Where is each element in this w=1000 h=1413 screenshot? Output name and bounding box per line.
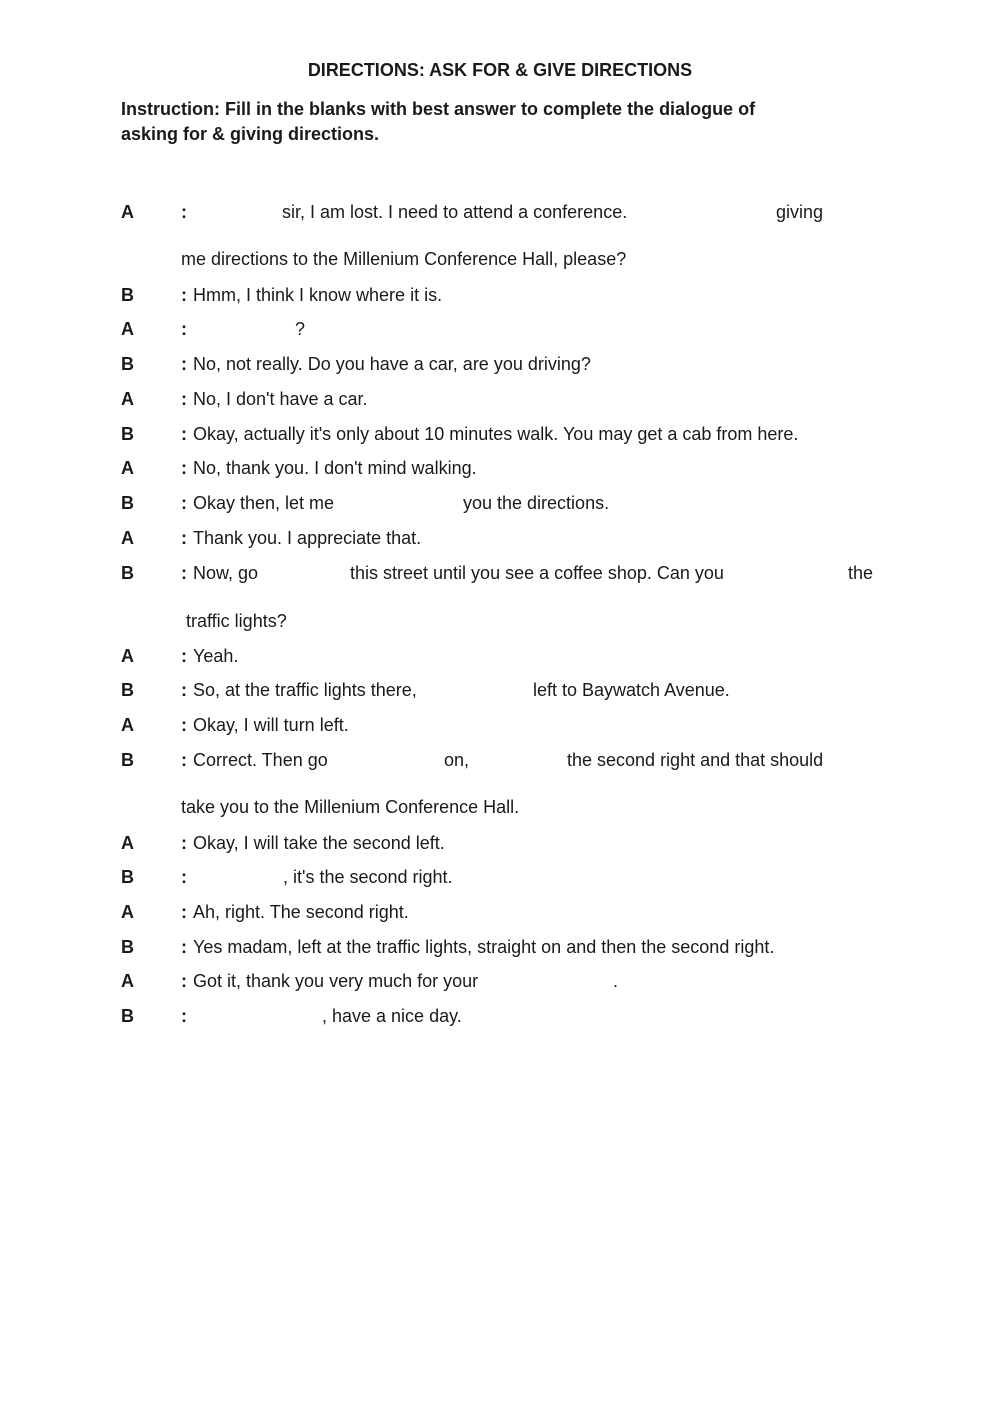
dialogue-text: giving bbox=[776, 202, 824, 222]
speaker-colon: : bbox=[181, 902, 187, 922]
speaker-label: B bbox=[121, 354, 134, 374]
dialogue-text: Okay, I will take the second left. bbox=[193, 833, 445, 853]
speaker-label: B bbox=[121, 424, 134, 444]
dialogue-continuation: take you to the Millenium Conference Hall. bbox=[181, 797, 520, 817]
dialogue-text: Ah, right. The second right. bbox=[193, 902, 409, 922]
blank-5-input[interactable] bbox=[272, 560, 350, 586]
worksheet-title: DIRECTIONS: ASK FOR & GIVE DIRECTIONS bbox=[307, 60, 693, 80]
speaker-colon: : bbox=[181, 833, 187, 853]
speaker-colon: : bbox=[181, 528, 187, 548]
speaker-colon: : bbox=[181, 680, 187, 700]
speaker-label: A bbox=[121, 971, 134, 991]
dialogue-text: Hmm, I think I know where it is. bbox=[193, 285, 443, 305]
speaker-colon: : bbox=[181, 971, 187, 991]
speaker-colon: : bbox=[181, 319, 187, 339]
speaker-colon: : bbox=[181, 389, 187, 409]
blank-9-input[interactable] bbox=[478, 747, 568, 773]
speaker-colon: : bbox=[181, 458, 187, 478]
speaker-label: A bbox=[121, 902, 134, 922]
speaker-colon: : bbox=[181, 867, 187, 887]
dialogue-text: sir, I am lost. I need to attend a conference. bbox=[282, 202, 628, 222]
speaker-label: B bbox=[121, 937, 134, 957]
dialogue-text: Yes madam, left at the traffic lights, straight on and then the second right. bbox=[193, 937, 775, 957]
dialogue-text: the second right and that should bbox=[567, 750, 824, 770]
speaker-colon: : bbox=[181, 563, 187, 583]
speaker-label: B bbox=[121, 493, 134, 513]
dialogue-continuation: me directions to the Millenium Conference Hall, please? bbox=[181, 249, 627, 269]
blank-12-input[interactable] bbox=[192, 1003, 322, 1029]
dialogue-text: the bbox=[848, 563, 874, 583]
dialogue-text: So, at the traffic lights there, bbox=[193, 680, 417, 700]
speaker-label: B bbox=[121, 867, 134, 887]
blank-8-input[interactable] bbox=[350, 747, 444, 773]
dialogue-text: , it's the second right. bbox=[283, 867, 453, 887]
speaker-label: B bbox=[121, 563, 134, 583]
dialogue-text: Okay, I will turn left. bbox=[193, 715, 349, 735]
dialogue-text: Now, go bbox=[193, 563, 259, 583]
dialogue-text: you the directions. bbox=[463, 493, 610, 513]
blank-3-input[interactable] bbox=[192, 316, 296, 342]
speaker-label: B bbox=[121, 750, 134, 770]
blank-11-input[interactable] bbox=[516, 968, 612, 994]
dialogue-text: left to Baywatch Avenue. bbox=[533, 680, 730, 700]
blank-10-input[interactable] bbox=[192, 864, 284, 890]
blank-2-input[interactable] bbox=[675, 199, 775, 225]
dialogue-text: Yeah. bbox=[193, 646, 239, 666]
instruction-line-1: Instruction: Fill in the blanks with best answer to complete the dialogue of bbox=[121, 99, 756, 119]
dialogue-text: Okay, actually it's only about 10 minutes walk. You may get a cab from here. bbox=[193, 424, 799, 444]
speaker-colon: : bbox=[181, 646, 187, 666]
speaker-colon: : bbox=[181, 354, 187, 374]
speaker-label: A bbox=[121, 458, 134, 478]
dialogue-text: , have a nice day. bbox=[322, 1006, 462, 1026]
dialogue-text: Okay then, let me bbox=[193, 493, 335, 513]
dialogue-text: No, not really. Do you have a car, are you driving? bbox=[193, 354, 591, 374]
speaker-colon: : bbox=[181, 285, 187, 305]
speaker-colon: : bbox=[181, 1006, 187, 1026]
speaker-colon: : bbox=[181, 493, 187, 513]
dialogue-text: No, I don't have a car. bbox=[193, 389, 368, 409]
speaker-label: A bbox=[121, 528, 134, 548]
speaker-colon: : bbox=[181, 750, 187, 770]
blank-4-input[interactable] bbox=[356, 490, 464, 516]
speaker-label: A bbox=[121, 646, 134, 666]
speaker-colon: : bbox=[181, 937, 187, 957]
dialogue-text: Got it, thank you very much for your bbox=[193, 971, 479, 991]
dialogue-text: Thank you. I appreciate that. bbox=[193, 528, 422, 548]
instruction-line-2: asking for & giving directions. bbox=[121, 124, 380, 144]
dialogue-text: Correct. Then go bbox=[193, 750, 328, 770]
dialogue-text: on, bbox=[444, 750, 470, 770]
dialogue-text: No, thank you. I don't mind walking. bbox=[193, 458, 477, 478]
blank-6-input[interactable] bbox=[773, 560, 847, 586]
speaker-label: A bbox=[121, 833, 134, 853]
speaker-label: A bbox=[121, 202, 134, 222]
dialogue-text: this street until you see a coffee shop. Can you bbox=[350, 563, 724, 583]
speaker-label: A bbox=[121, 319, 134, 339]
dialogue-text: ? bbox=[295, 319, 306, 339]
speaker-colon: : bbox=[181, 715, 187, 735]
speaker-label: A bbox=[121, 389, 134, 409]
blank-1-input[interactable] bbox=[192, 199, 282, 225]
dialogue-continuation: traffic lights? bbox=[186, 611, 287, 631]
speaker-colon: : bbox=[181, 202, 187, 222]
blank-7-input[interactable] bbox=[448, 677, 534, 703]
speaker-label: B bbox=[121, 1006, 134, 1026]
speaker-label: A bbox=[121, 715, 134, 735]
speaker-label: B bbox=[121, 285, 134, 305]
dialogue-text: . bbox=[613, 971, 619, 991]
speaker-colon: : bbox=[181, 424, 187, 444]
speaker-label: B bbox=[121, 680, 134, 700]
